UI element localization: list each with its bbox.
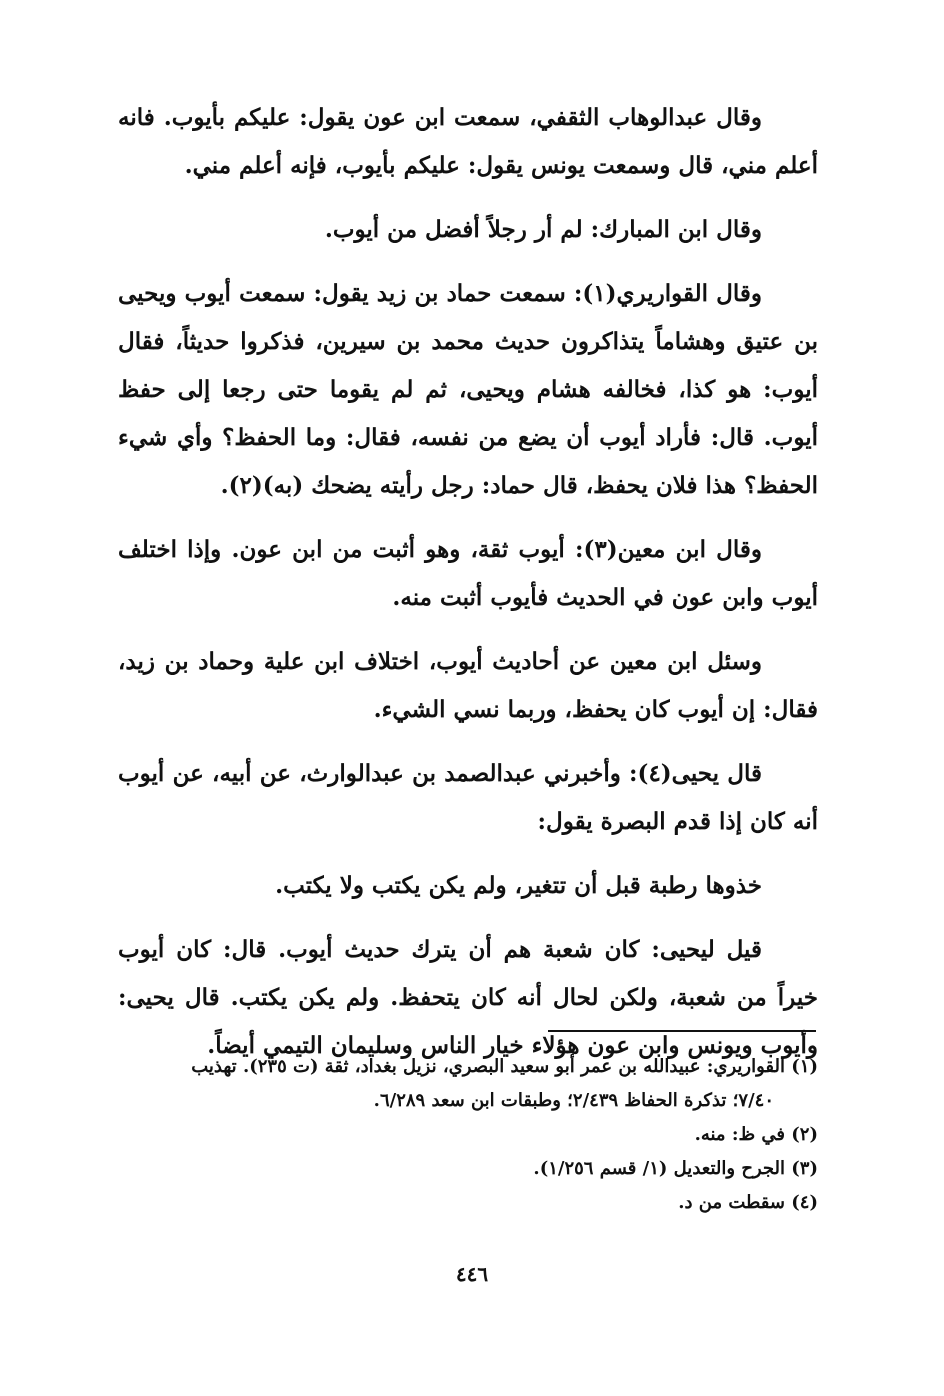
footnote-text: الجرح والتعديل (١/ قسم ١/٢٥٦).	[533, 1158, 785, 1179]
paragraph-quote: خذوها رطبة قبل أن تتغير، ولم يكن يكتب ولا يكتب.	[275, 872, 762, 899]
paragraph-qawariri: وقال القواريري(١): سمعت حماد بن زيد يقول: سمعت أيوب ويحيى بن عتيق وهشاماً يتذاكرون حديث محمد بن سيرين، فذكروا حديثاً، فقال أيوب: هو كذا، فخالفه هشام ويحيى، ثم لم يقوما حتى رجعا إلى حفظ أيوب. قال: فأراد أيوب أن يضع من نفسه، فقال: وما الحفظ؟ وأي شيء الحفظ؟ هذا فلان يحفظ، قال حماد: رجل رأيته يضحك (به)(٢).	[118, 280, 818, 499]
paragraph-ibn-main-question: وسئل ابن معين عن أحاديث أيوب، اختلاف ابن علية وحماد بن زيد، فقال: إن أيوب كان يحفظ، وربما نسي الشيء.	[118, 648, 818, 723]
footnote-text: القواريري: عبيدالله بن عمر أبو سعيد البصري، نزيل بغداد، ثقة (ت ٢٣٥). تهذيب	[191, 1056, 785, 1077]
paragraph-ibn-mubarak: وقال ابن المبارك: لم أر رجلاً أفضل من أيوب.	[324, 216, 762, 243]
footnote-marker: (٣)	[791, 1158, 818, 1179]
footnote-marker: (٢)	[791, 1124, 818, 1145]
page-number: ٤٤٦	[455, 1262, 489, 1286]
footnote-continuation: ٧/٤٠؛ تذكرة الحفاظ ٢/٤٣٩؛ وطبقات ابن سعد ٦/٢٨٩.	[373, 1090, 774, 1111]
paragraph-shuba: قيل ليحيى: كان شعبة هم أن يترك حديث أيوب. قال: كان أيوب خيراً من شعبة، ولكن لحال أنه كان يتحفظ. ولم يكن يكتب. قال يحيى: وأيوب ويونس وابن عون هؤلاء خيار الناس وسليمان التيمي أيضاً.	[118, 936, 818, 1059]
footnote-3	[118, 1152, 818, 1186]
footnote-1	[118, 1050, 818, 1118]
paragraph-ibn-main: وقال ابن معين(٣): أيوب ثقة، وهو أثبت من ابن عون. وإذا اختلف أيوب وابن عون في الحديث فأيوب أثبت منه.	[118, 536, 818, 611]
footnote-marker: (١)	[791, 1056, 818, 1077]
footnote-divider	[548, 1030, 816, 1032]
footnote-4	[118, 1186, 818, 1220]
paragraph-yahya: قال يحيى(٤): وأخبرني عبدالصمد بن عبدالوارث، عن أبيه، عن أيوب أنه كان إذا قدم البصرة يقول:	[118, 760, 818, 835]
main-text	[118, 94, 818, 1086]
footnote-text: في ظ: منه.	[694, 1124, 785, 1145]
paragraph-thaqafi: وقال عبدالوهاب الثقفي، سمعت ابن عون يقول: عليكم بأيوب. فانه أعلم مني، قال وسمعت يونس يقول: عليكم بأيوب، فإنه أعلم مني.	[118, 104, 818, 179]
footnote-2	[118, 1118, 818, 1152]
footnote-text: سقطت من د.	[678, 1192, 785, 1213]
footnotes	[118, 1050, 818, 1220]
footnote-marker: (٤)	[791, 1192, 818, 1213]
